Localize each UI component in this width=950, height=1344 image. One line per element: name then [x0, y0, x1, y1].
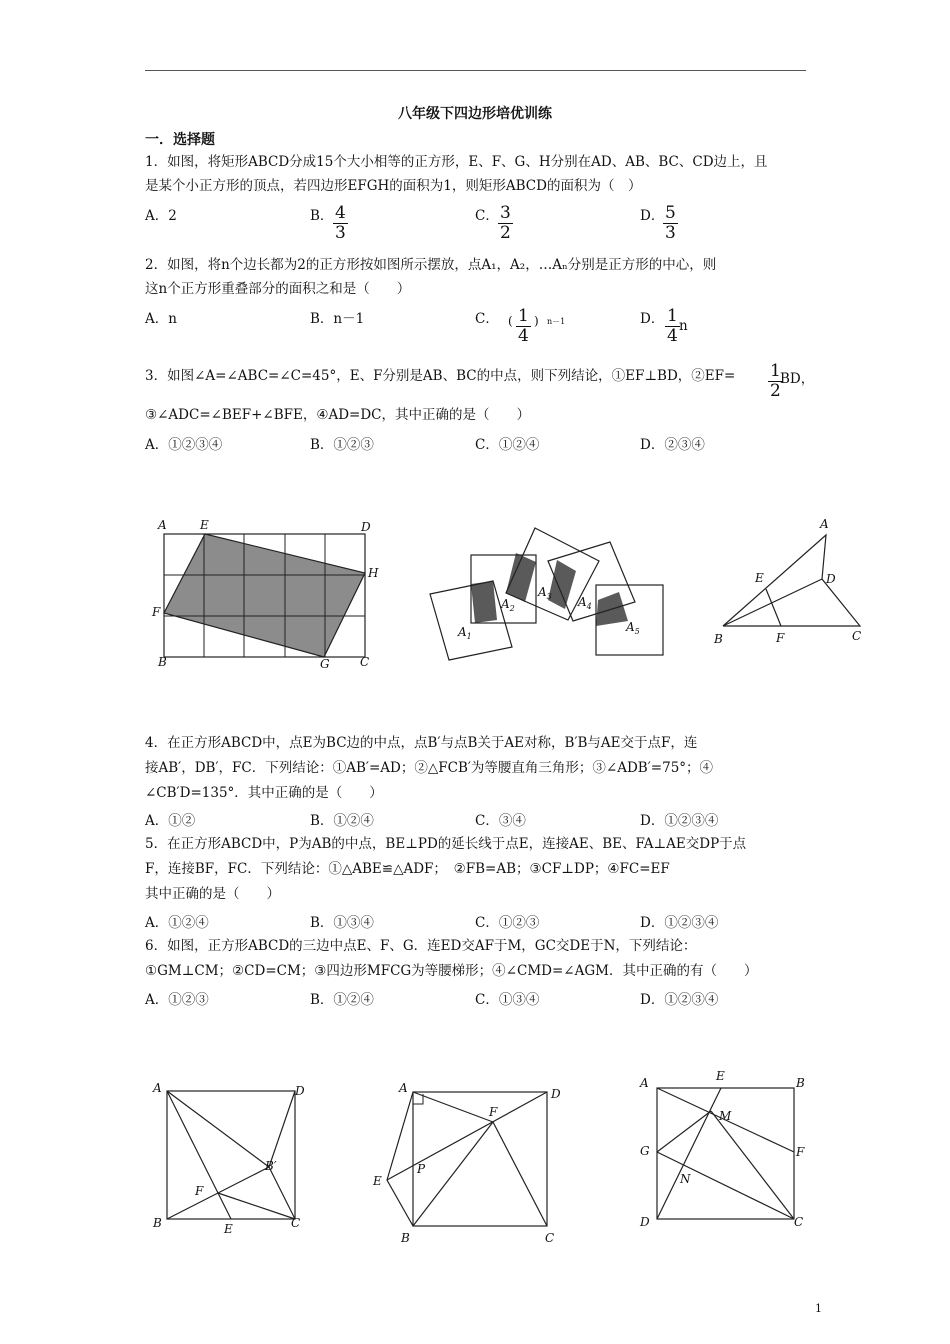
efgh-shaded	[164, 534, 365, 657]
q6-line1: 6．如图，正方形ABCD的三边中点E、F、G．连ED交AF于M，GC交DE于N，下列结论：	[145, 938, 697, 954]
fig2-label-a1: $A_1$	[458, 625, 472, 641]
header-rule	[145, 70, 806, 71]
fig5-label-d: D	[551, 1087, 561, 1101]
q2-option-a: A．n	[145, 311, 177, 327]
fig6-label-n: N	[680, 1172, 691, 1186]
fig5-label-a: A	[399, 1081, 408, 1095]
fig1-label-g: G	[320, 657, 330, 671]
page-number: 1	[815, 1302, 822, 1315]
fig4-label-f: F	[195, 1184, 204, 1198]
figure-square-perpendicular	[365, 1072, 570, 1252]
q2-option-d-label: D．	[640, 311, 665, 327]
q1-option-c-label: C．	[475, 208, 499, 224]
q1-line2: 是某个小正方形的顶点，若四边形EFGH的面积为1，则矩形ABCD的面积为（ ）	[145, 178, 642, 194]
q4-option-d: D．①②③④	[640, 813, 719, 829]
q6-line2: ①GM⊥CM；②CD=CM；③四边形MFCG为等腰梯形；④∠CMD=∠AGM．其中正确的有（ ）	[145, 963, 758, 979]
q2-option-c-rparen: )	[534, 314, 539, 328]
section-heading: 一．选择题	[145, 132, 215, 148]
q5-option-b: B．①③④	[310, 915, 374, 931]
fig6-label-f: F	[796, 1145, 805, 1159]
q2-line2: 这n个正方形重叠部分的面积之和是（ ）	[145, 281, 411, 297]
fig2-label-a3: $A_3$	[538, 585, 552, 601]
fig3-label-f: F	[776, 631, 785, 645]
fig2-label-a5: $A_5$	[626, 620, 640, 636]
fig3-label-b: B	[714, 632, 723, 646]
q1-option-d-label: D．	[640, 208, 665, 224]
fig1-label-h: H	[368, 566, 379, 580]
fig6-label-d: D	[640, 1215, 650, 1229]
figure-triangle-abd	[705, 510, 880, 650]
q3-option-c: C．①②④	[475, 437, 540, 453]
q2-option-c-exponent: n－1	[547, 317, 566, 326]
fig6-label-c: C	[794, 1215, 804, 1229]
q6-option-c: C．①③④	[475, 992, 540, 1008]
q2-option-c-fraction: $\frac{1}{4}$	[518, 306, 529, 346]
q4-line2: 接AB′，DB′，FC．下列结论：①AB′=AD；②△FCB′为等腰直角三角形；③∠ADB′=75°；④	[145, 760, 714, 776]
q5-option-a: A．①②④	[145, 915, 209, 931]
fig6-label-g: G	[640, 1144, 650, 1158]
q3-line1-tail: BD，	[780, 371, 815, 387]
q1-line1: 1．如图，将矩形ABCD分成15个大小相等的正方形，E、F、G、H分别在AD、AB、BC、CD边上，且	[145, 154, 768, 170]
page-title: 八年级下四边形培优训练	[398, 106, 552, 122]
fig2-label-a2: $A_2$	[501, 597, 515, 613]
fig6-label-b: B	[796, 1076, 805, 1090]
q4-line3: ∠CB′D=135°．其中正确的是（ ）	[145, 785, 383, 801]
q1-option-d-fraction: $\frac{5}{3}$	[665, 203, 676, 243]
q2-option-d-fraction: $\frac{1}{4}$	[667, 306, 678, 346]
fig1-label-d: D	[361, 520, 371, 534]
q4-option-a: A．①②	[145, 813, 196, 829]
fig5-label-b: B	[401, 1231, 410, 1245]
fig1-label-c: C	[360, 655, 370, 669]
q4-option-c: C．③④	[475, 813, 526, 829]
fig5-label-e: E	[373, 1174, 382, 1188]
fig1-label-f: F	[152, 605, 161, 619]
figure-rectangle-grid	[148, 515, 388, 675]
fig4-label-e: E	[224, 1222, 233, 1236]
q2-line1: 2．如图，将n个边长都为2的正方形按如图所示摆放，点A₁，A₂，…Aₙ分别是正方形的中心，则	[145, 257, 717, 273]
q4-line1: 4．在正方形ABCD中，点E为BC边的中点，点B′与点B关于AE对称，B′B与AE交于点F，连	[145, 735, 698, 751]
fig1-label-a: A	[158, 518, 167, 532]
q3-fraction: $\frac{1}{2}$	[770, 361, 781, 401]
fig3-label-d: D	[826, 572, 836, 586]
q6-option-a: A．①②③	[145, 992, 209, 1008]
q3-option-b: B．①②③	[310, 437, 374, 453]
figure-square-midpoints	[630, 1065, 815, 1240]
q4-option-b: B．①②④	[310, 813, 374, 829]
q1-option-a: A．2	[145, 208, 177, 224]
q3-line2: ③∠ADC=∠BEF+∠BFE，④AD=DC，其中正确的是（ ）	[145, 407, 530, 423]
q2-option-c-lparen: (	[508, 314, 513, 328]
fig5-label-f: F	[489, 1105, 498, 1119]
fig6-label-e: E	[716, 1069, 725, 1083]
fig6-label-a: A	[640, 1076, 649, 1090]
q5-line2: F，连接BF，FC．下列结论：①△ABE≌△ADF； ②FB=AB；③CF⊥DP；④FC=EF	[145, 861, 670, 877]
q1-option-c-fraction: $\frac{3}{2}$	[500, 203, 511, 243]
fig1-label-e: E	[200, 518, 209, 532]
q5-option-c: C．①②③	[475, 915, 540, 931]
q2-option-b: B．n－1	[310, 311, 365, 327]
q5-option-d: D．①②③④	[640, 915, 719, 931]
fig3-label-a: A	[820, 517, 829, 531]
q6-option-d: D．①②③④	[640, 992, 719, 1008]
fig2-label-a4: $A_4$	[578, 595, 592, 611]
figure-square-reflection	[145, 1075, 315, 1245]
q1-option-b-label: B．	[310, 208, 334, 224]
q5-line1: 5．在正方形ABCD中，P为AB的中点，BE⊥PD的延长线于点E，连接AE、BE、FA⊥AE交DP于点	[145, 836, 747, 852]
q3-option-d: D．②③④	[640, 437, 705, 453]
q5-line3: 其中正确的是（ ）	[145, 886, 280, 902]
fig3-label-c: C	[852, 629, 862, 643]
q6-option-b: B．①②④	[310, 992, 374, 1008]
fig4-label-d: D	[295, 1084, 305, 1098]
q2-option-d-suffix: n	[679, 318, 688, 334]
fig4-label-a: A	[153, 1081, 162, 1095]
q3-option-a: A．①②③④	[145, 437, 223, 453]
fig4-label-b: B	[153, 1216, 162, 1230]
fig3-label-e: E	[755, 571, 764, 585]
fig4-label-c: C	[291, 1216, 301, 1230]
fig5-label-c: C	[545, 1231, 555, 1245]
fig6-label-m: M	[719, 1109, 732, 1123]
fig5-label-p: P	[417, 1162, 426, 1176]
q3-line1: 3．如图∠A=∠ABC=∠C=45°，E、F分别是AB、BC的中点，则下列结论，①EF⊥BD，②EF=	[145, 368, 736, 384]
q2-option-c-label: C．	[475, 311, 499, 327]
q1-option-b-fraction: $\frac{4}{3}$	[335, 203, 346, 243]
figure-overlapping-squares	[420, 520, 675, 665]
fig1-label-b: B	[158, 655, 167, 669]
fig4-label-b-prime: B′	[265, 1159, 277, 1173]
